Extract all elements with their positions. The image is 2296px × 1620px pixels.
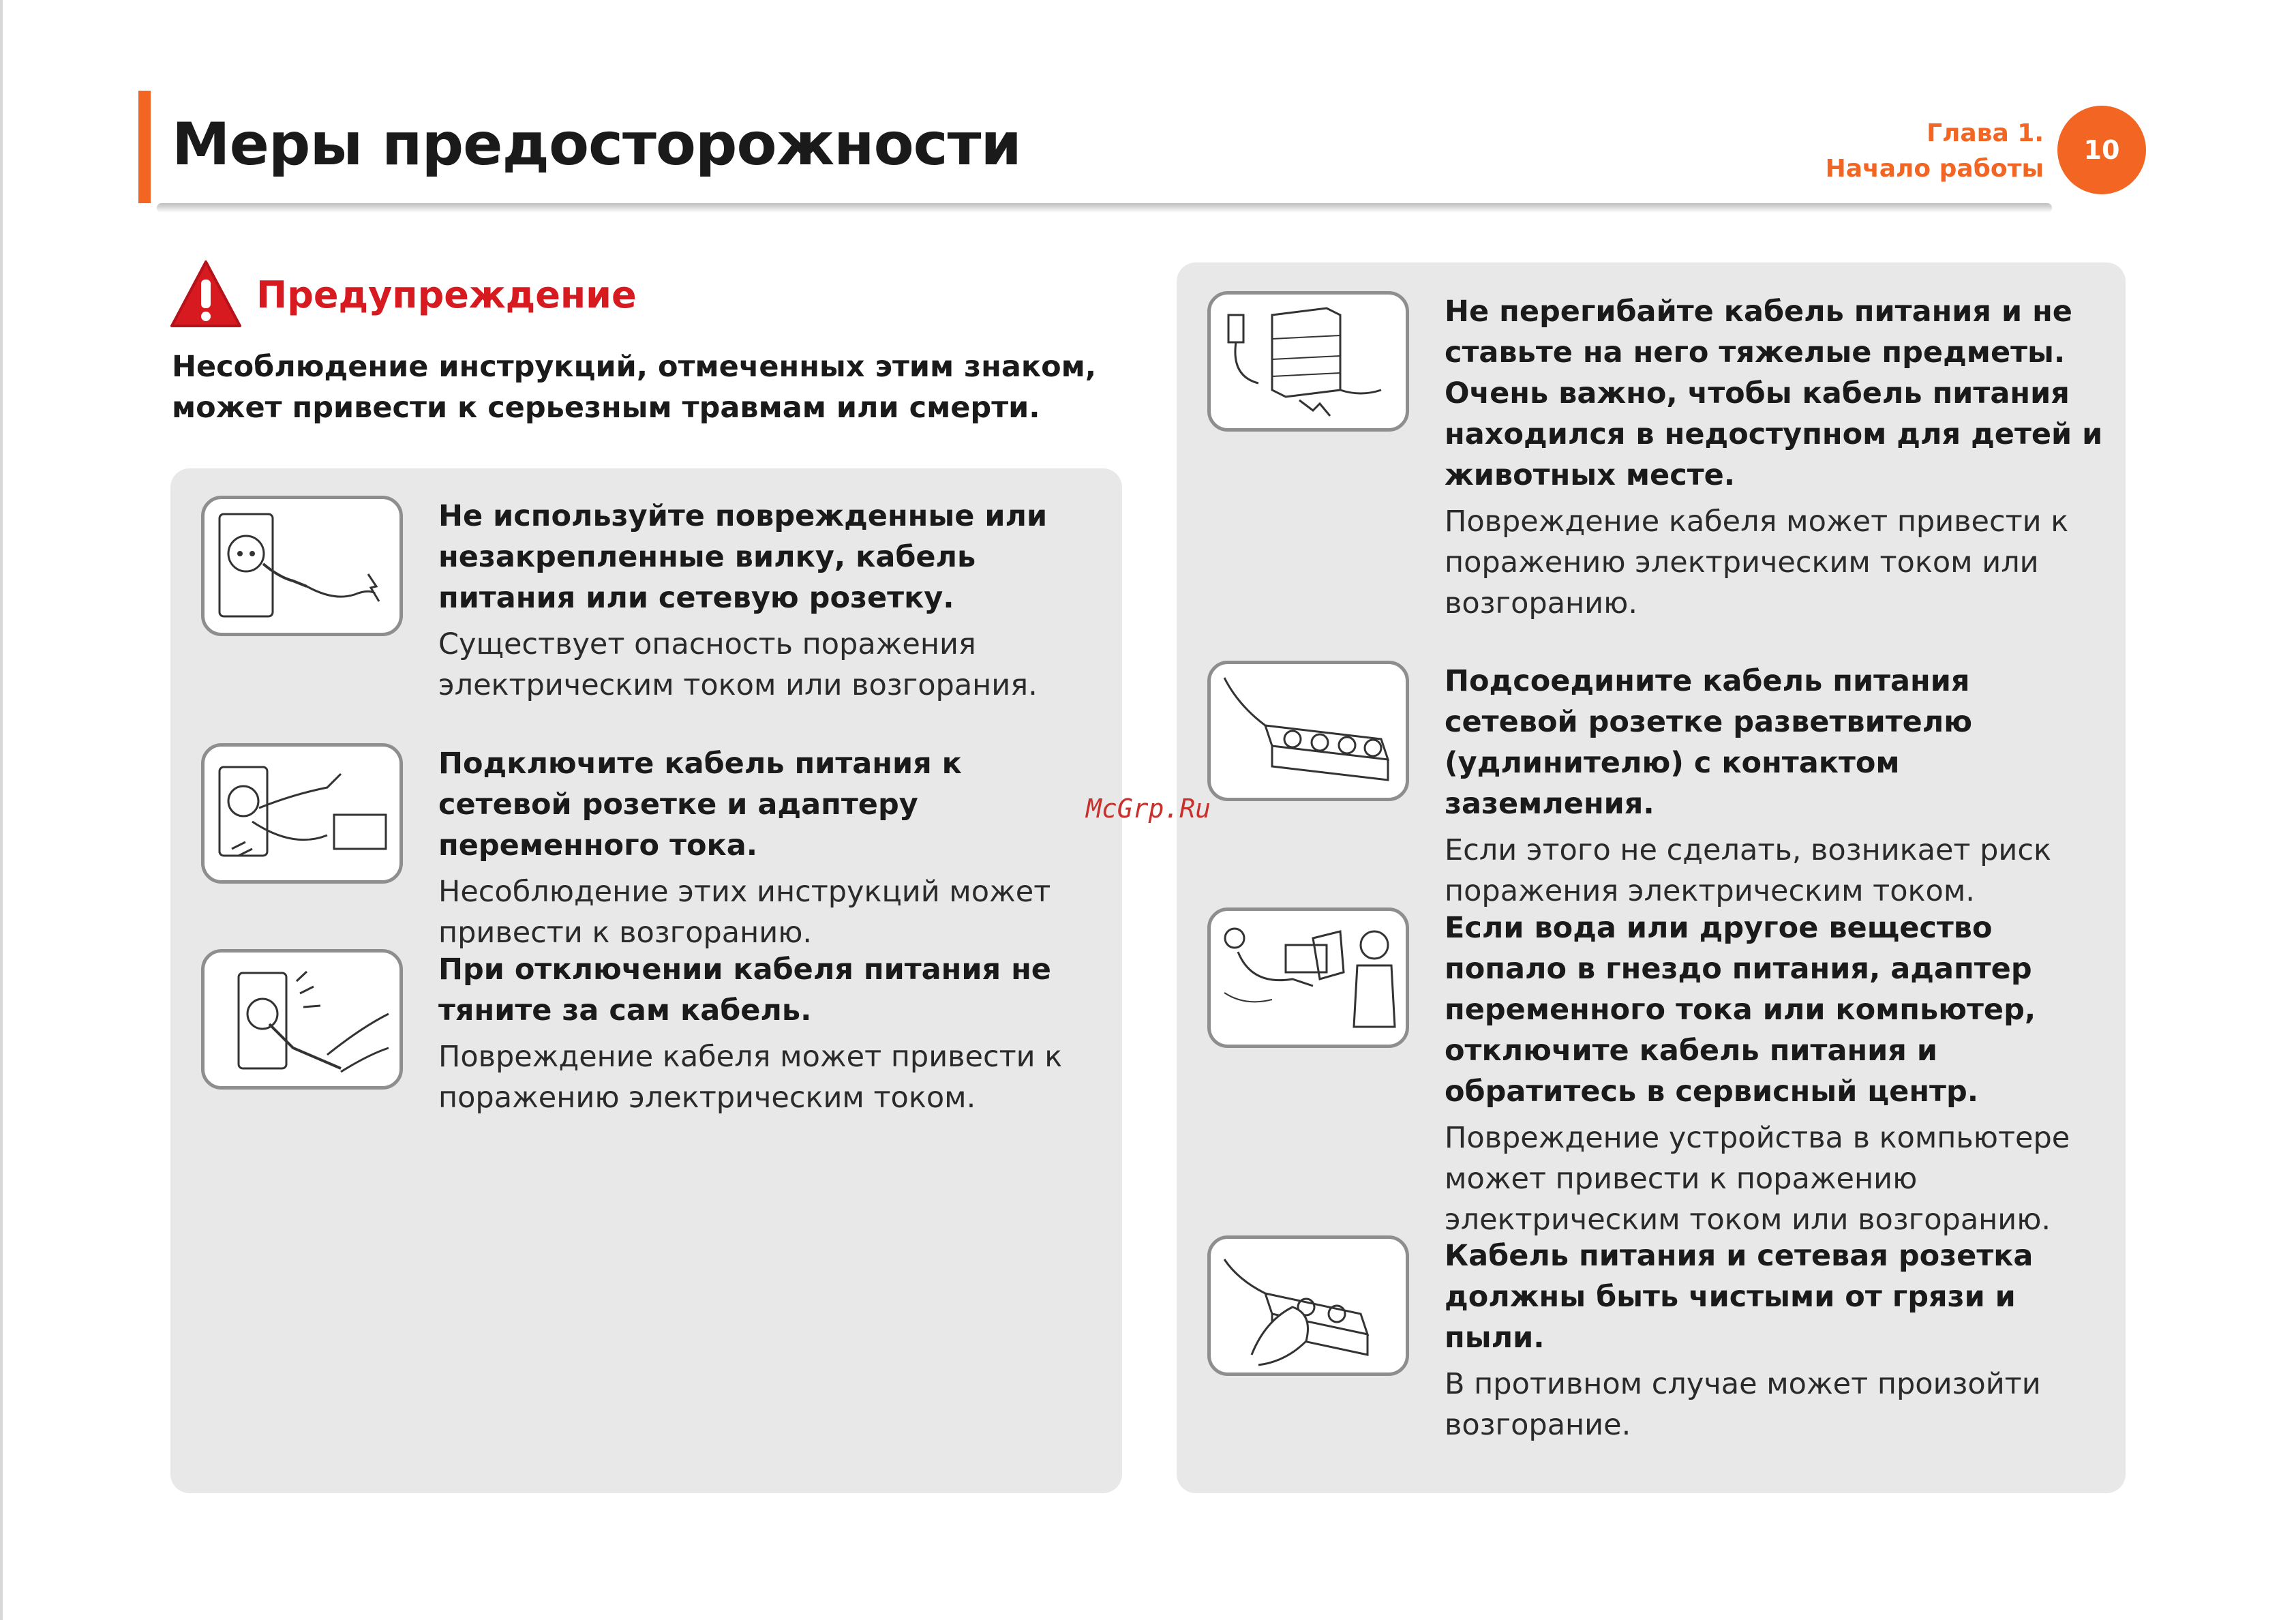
warning-heading	[169, 259, 637, 330]
item-consequence: Повреждение устройства в компьютере может привести к поражению электрическим током или возгоранию.	[1445, 1121, 2070, 1237]
list-item	[201, 496, 1101, 706]
warning-triangle-icon	[169, 259, 243, 330]
item-consequence: В противном случае может произойти возгорание.	[1445, 1367, 2041, 1442]
page-number-badge: 10	[2057, 106, 2146, 194]
list-item	[1207, 291, 2107, 624]
item-instruction: Подключите кабель питания к сетевой розетке и адаптеру переменного тока.	[438, 747, 962, 862]
title-accent-bar	[138, 91, 151, 203]
right-panel	[1177, 262, 2126, 1493]
chapter-title: Начало работы	[1825, 155, 2044, 183]
water-spill-service-icon	[1207, 907, 1409, 1048]
damaged-plug-icon	[201, 496, 403, 636]
list-item	[201, 949, 1101, 1118]
chapter-label	[1826, 116, 2044, 187]
item-consequence: Повреждение кабеля может привести к поражению электрическим током.	[438, 1040, 1063, 1115]
clean-power-strip-icon	[1207, 1235, 1409, 1376]
page-edge	[0, 0, 3, 1620]
cable-under-furniture-icon	[1207, 291, 1409, 432]
watermark: McGrp.Ru	[1086, 794, 1211, 824]
chapter-number: Глава 1.	[1927, 119, 2044, 147]
page-title: Меры предосторожности	[172, 110, 1021, 179]
item-instruction: Если вода или другое вещество попало в гнездо питания, адаптер переменного тока или компьютер, отключите кабель питания и обратитесь в сервисный центр.	[1445, 911, 2036, 1109]
unplug-cable-icon	[201, 949, 403, 1090]
header-divider	[157, 203, 2052, 213]
left-panel	[170, 468, 1122, 1493]
item-instruction: Кабель питания и сетевая розетка должны быть чистыми от грязи и пыли.	[1445, 1239, 2034, 1355]
item-instruction: Не используйте поврежденные или незакрепленные вилку, кабель питания или сетевую розетку.	[438, 499, 1048, 615]
grounded-power-strip-icon	[1207, 661, 1409, 801]
list-item	[1207, 907, 2121, 1240]
warning-label: Предупреждение	[256, 273, 637, 316]
adapter-plug-icon	[201, 743, 403, 884]
warning-description: Несоблюдение инструкций, отмеченных этим знаком, может привести к серьезным травмам или смерти.	[172, 350, 1097, 425]
list-item	[1207, 1235, 2107, 1445]
item-instruction: Не перегибайте кабель питания и не ставьте на него тяжелые предметы. Очень важно, чтобы кабель питания находился в недоступном для детей и животных месте.	[1445, 295, 2103, 492]
item-consequence: Несоблюдение этих инструкций может привести к возгоранию.	[438, 875, 1051, 950]
list-item	[201, 743, 1101, 953]
item-instruction: Подсоедините кабель питания сетевой розетке разветвителю (удлинителю) с контактом заземления.	[1445, 664, 1973, 821]
item-consequence: Если этого не сделать, возникает риск поражения электрическим током.	[1445, 833, 2051, 908]
list-item	[1207, 661, 2107, 912]
item-consequence: Повреждение кабеля может привести к поражению электрическим током или возгоранию.	[1445, 505, 2069, 620]
item-consequence: Существует опасность поражения электрическим током или возгорания.	[438, 627, 1038, 702]
item-instruction: При отключении кабеля питания не тяните за сам кабель.	[438, 952, 1051, 1028]
